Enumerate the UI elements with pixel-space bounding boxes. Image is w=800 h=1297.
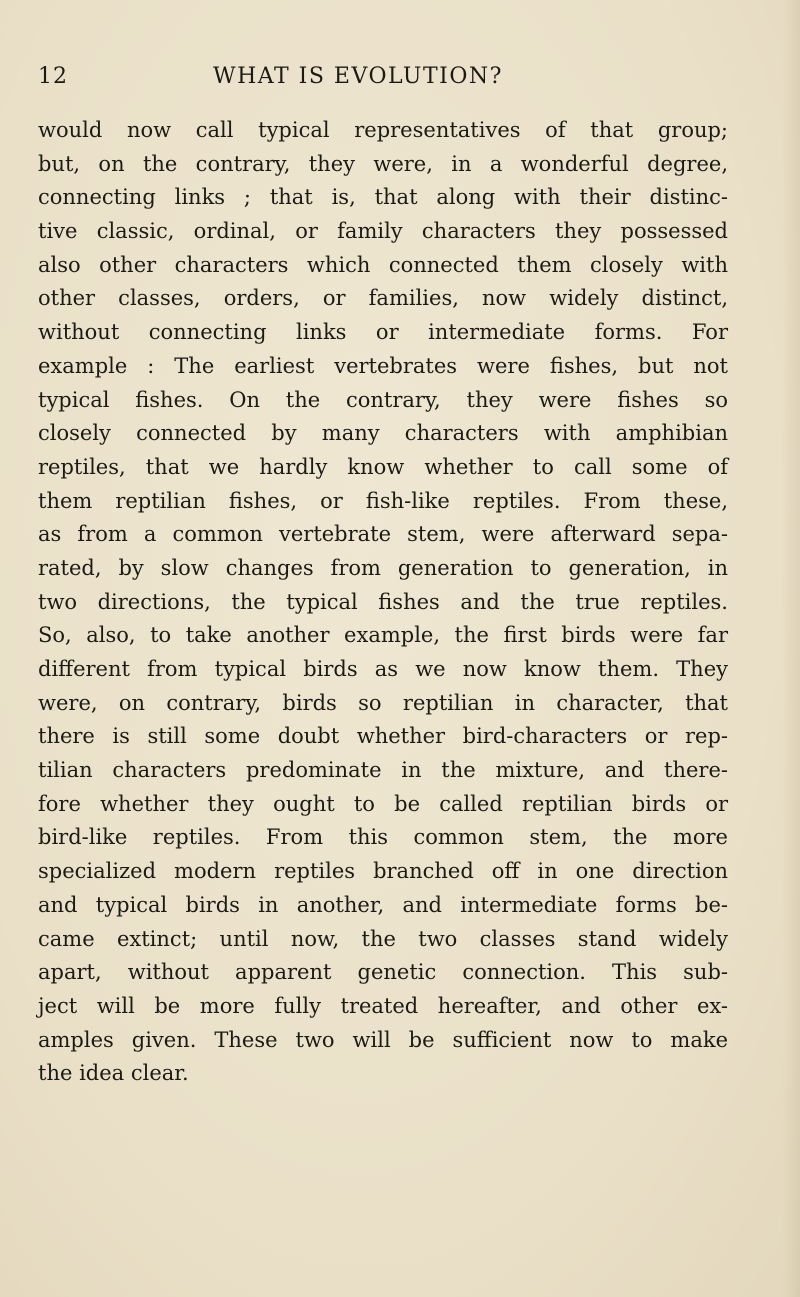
page-number: 12 xyxy=(38,64,68,89)
text-line: rated, by slow changes from generation to generation, in xyxy=(38,555,728,580)
text-line: apart, without apparent genetic connection. This sub- xyxy=(38,960,728,985)
text-line: without connecting links or intermediate forms. For xyxy=(38,320,728,345)
text-line: there is still some doubt whether bird-characters or rep- xyxy=(38,724,728,749)
text-line: connecting links ; that is, that along with their distinc- xyxy=(38,185,728,210)
text-line: other classes, orders, or families, now widely distinct, xyxy=(38,286,728,311)
text-line: specialized modern reptiles branched off in one direction xyxy=(38,859,728,884)
text-line: would now call typical representatives of that group; xyxy=(38,118,728,142)
text-line: the idea clear. xyxy=(38,1061,189,1086)
text-line: example : The earliest vertebrates were fishes, but not xyxy=(38,353,728,378)
text-line: ject will be more fully treated hereafter, and other ex- xyxy=(38,993,728,1018)
text-line: as from a common vertebrate stem, were afterward sepa- xyxy=(38,522,728,547)
text-line: also other characters which connected them closely with xyxy=(38,252,728,277)
text-line: tive classic, ordinal, or family characters they possessed xyxy=(38,219,728,244)
running-head: WHAT IS EVOLUTION? xyxy=(213,64,503,89)
text-line: closely connected by many characters with amphibian xyxy=(38,421,728,446)
text-line: different from typical birds as we now know them. They xyxy=(38,657,728,681)
text-line: tilian characters predominate in the mixture, and there- xyxy=(38,758,728,783)
page-header xyxy=(38,64,658,94)
page-edge-shadow xyxy=(782,0,800,1297)
text-line: but, on the contrary, they were, in a wonderful degree, xyxy=(38,151,728,176)
text-line: So, also, to take another example, the first birds were far xyxy=(38,623,728,648)
text-line: were, on contrary, birds so reptilian in character, that xyxy=(38,690,728,715)
text-line: fore whether they ought to be called reptilian birds or xyxy=(38,791,728,816)
text-line: came extinct; until now, the two classes stand widely xyxy=(38,926,728,951)
text-line: amples given. These two will be sufficient now to make xyxy=(38,1027,728,1052)
text-line: typical fishes. On the contrary, they were fishes so xyxy=(38,387,728,412)
text-line: reptiles, that we hardly know whether to call some of xyxy=(38,454,728,479)
text-line: two directions, the typical fishes and the true reptiles. xyxy=(38,589,728,614)
text-line: them reptilian fishes, or fish-like reptiles. From these, xyxy=(38,488,728,513)
text-line: bird-like reptiles. From this common stem, the more xyxy=(38,825,728,850)
text-line: and typical birds in another, and intermediate forms be- xyxy=(38,892,728,917)
body-paragraph xyxy=(38,114,728,1091)
